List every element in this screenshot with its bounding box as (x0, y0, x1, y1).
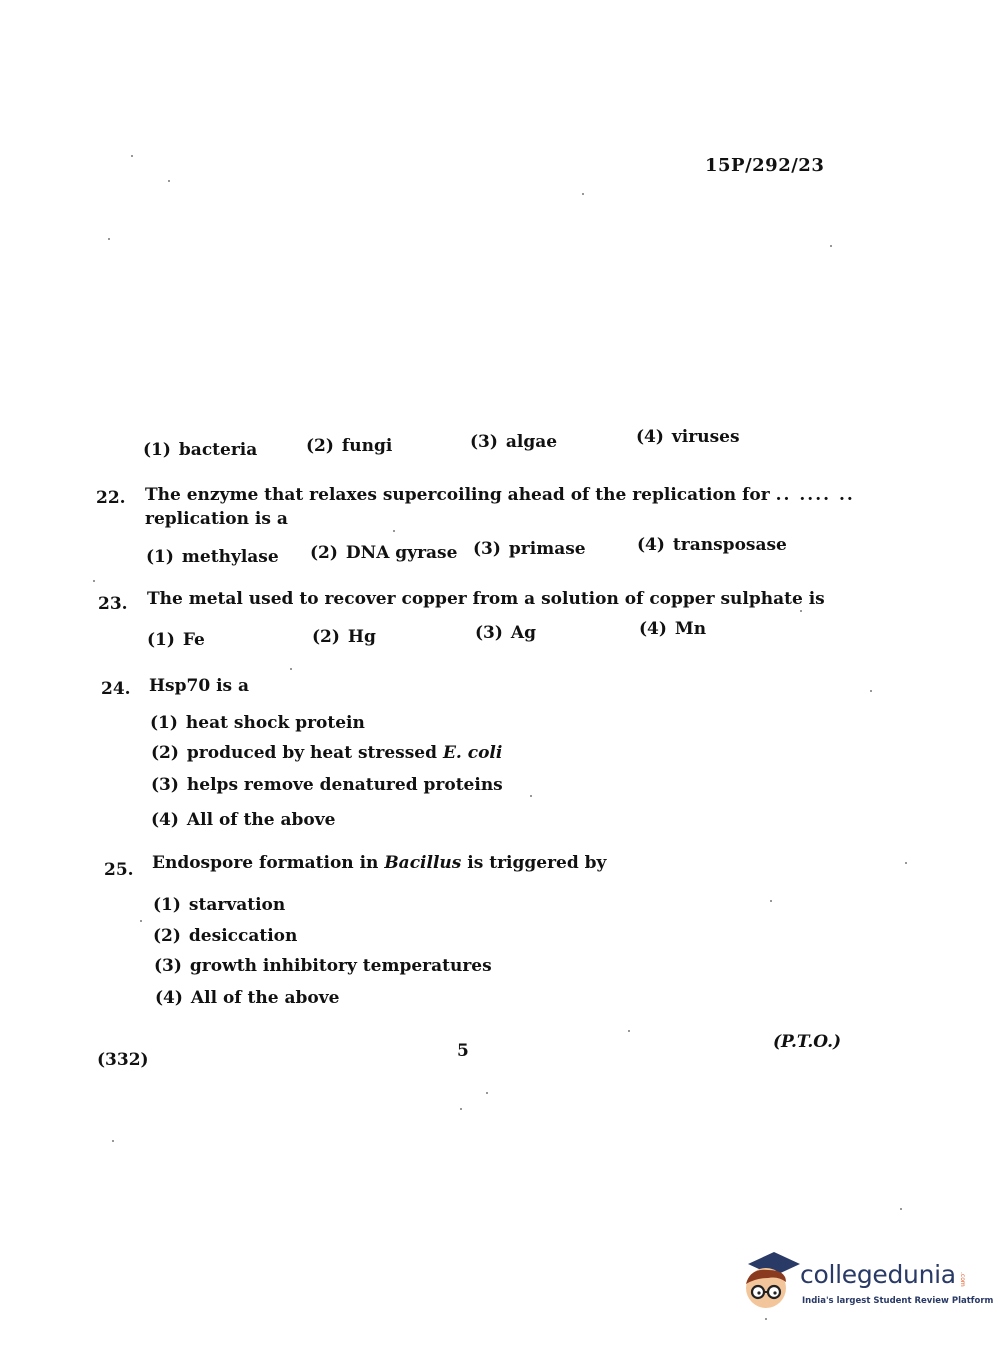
q24-option-1: (1) heat shock protein (150, 713, 365, 733)
question-23-number: 23. (98, 594, 128, 614)
question-22-number: 22. (96, 488, 126, 508)
question-24-number: 24. (101, 679, 131, 699)
pto-note: (P.T.O.) (773, 1032, 842, 1052)
q25-option-1: (1) starvation (153, 895, 286, 915)
q23-option-2: (2) Hg (312, 627, 376, 647)
q25-option-2: (2) desiccation (153, 926, 298, 946)
q25-option-3: (3) growth inhibitory temperatures (154, 956, 492, 976)
q24-option-3: (3) helps remove denatured proteins (151, 775, 503, 795)
q21-option-2: (2) fungi (306, 436, 393, 456)
q21-option-4: (4) viruses (636, 427, 740, 447)
q24-option-4: (4) All of the above (151, 810, 336, 830)
q22-option-2: (2) DNA gyrase (310, 543, 458, 563)
question-24-text: Hsp70 is a (149, 676, 250, 696)
q22-option-4: (4) transposase (637, 535, 787, 555)
question-23-text: The metal used to recover copper from a solution of copper sulphate is (147, 589, 825, 609)
question-25-number: 25. (104, 860, 134, 880)
q22-option-1: (1) methylase (146, 547, 279, 567)
q24-option-2: (2) produced by heat stressed E. coli (151, 743, 503, 763)
logo-tagline: India's largest Student Review Platform (802, 1296, 994, 1306)
q23-option-4: (4) Mn (639, 619, 707, 639)
footer-code: (332) (97, 1050, 149, 1070)
q22-option-3: (3) primase (473, 539, 586, 559)
q21-option-1: (1) bacteria (143, 440, 258, 460)
collegedunia-logo[interactable] (742, 1250, 994, 1320)
question-25-text: Endospore formation in Bacillus is triggered by (152, 853, 607, 873)
question-22-text-line2: replication is a (145, 509, 288, 529)
paper-code: 15P/292/23 (705, 155, 825, 176)
q21-option-3: (3) algae (470, 432, 558, 452)
q25-option-4: (4) All of the above (155, 988, 340, 1008)
page-number: 5 (457, 1041, 469, 1061)
logo-com: .com (959, 1272, 966, 1287)
logo-name: collegedunia (800, 1260, 956, 1289)
q23-option-1: (1) Fe (147, 630, 205, 650)
q23-option-3: (3) Ag (475, 623, 536, 643)
mascot-icon (742, 1250, 800, 1312)
question-22-text-line1: The enzyme that relaxes supercoiling ahead of the replication for .. .... .. (145, 485, 855, 505)
